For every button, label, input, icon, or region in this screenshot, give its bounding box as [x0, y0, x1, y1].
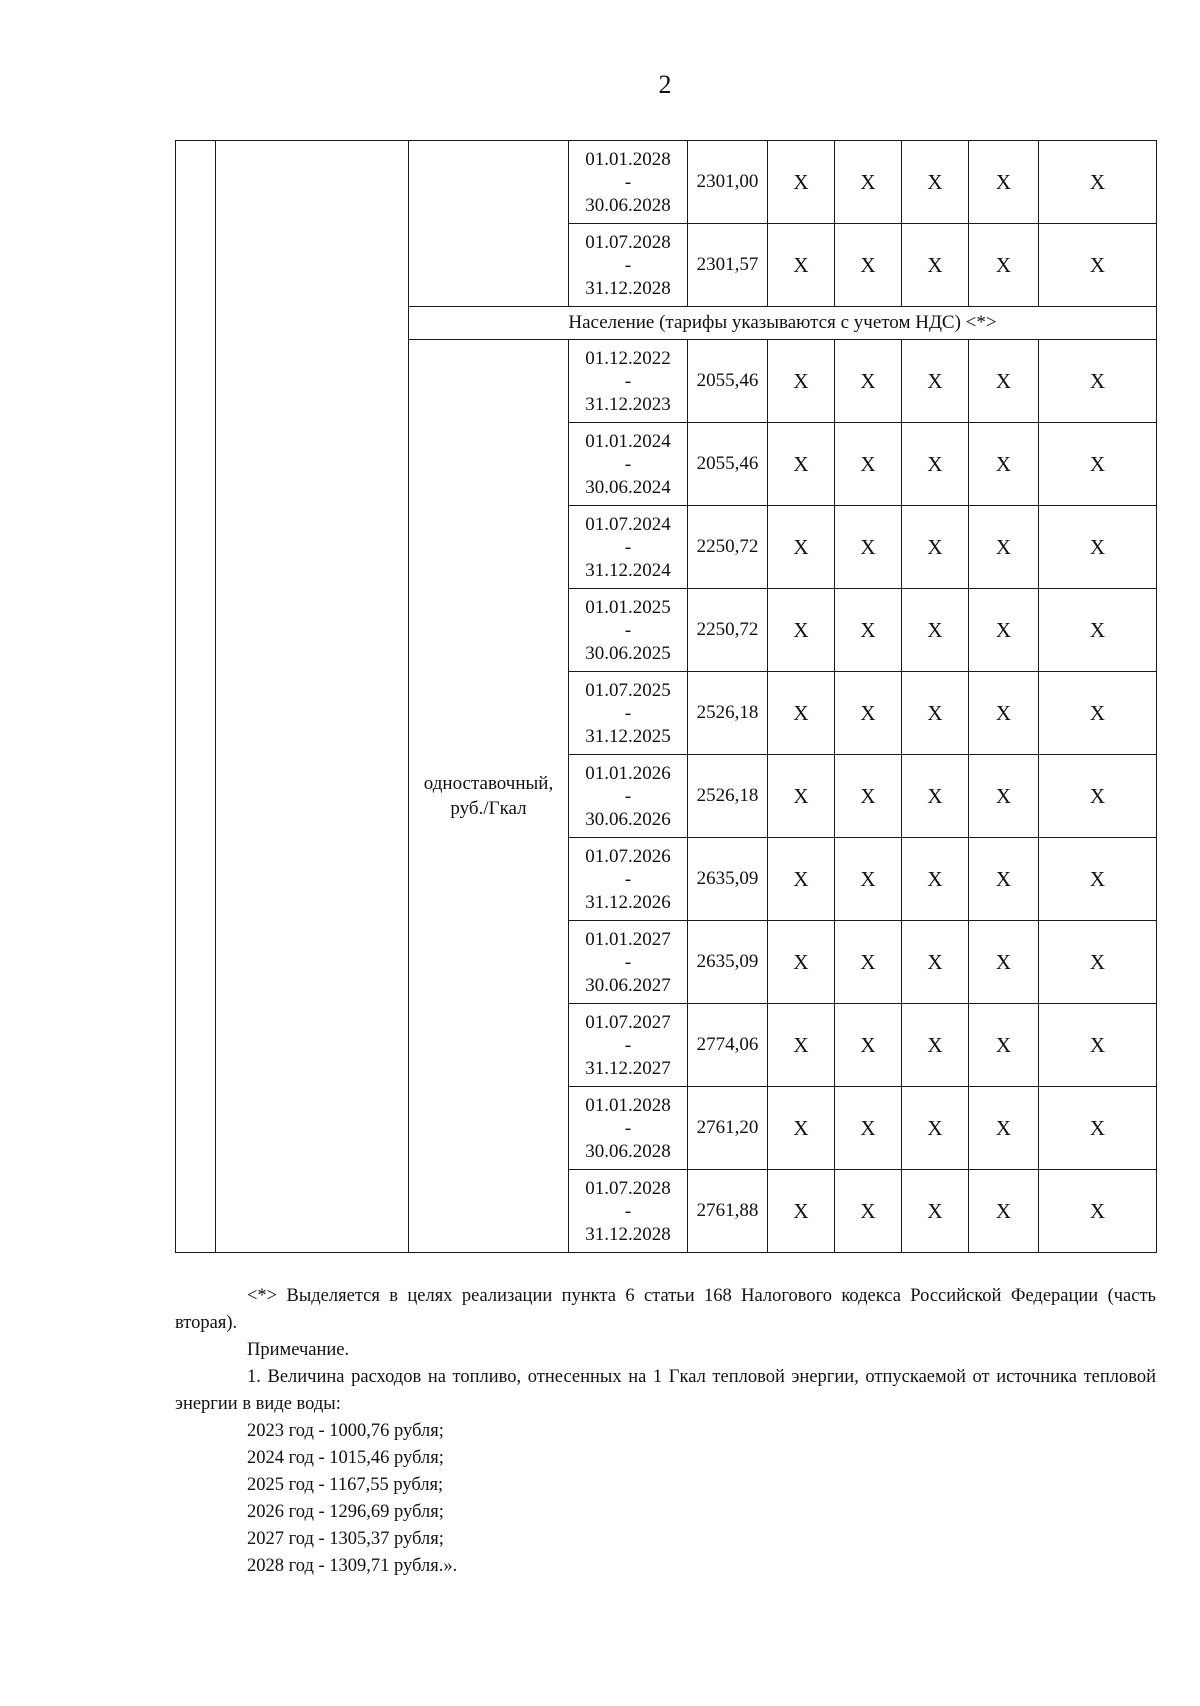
x-mark: Х	[902, 1170, 969, 1253]
x-mark: Х	[835, 141, 902, 224]
x-mark: Х	[835, 423, 902, 506]
x-mark: Х	[969, 423, 1039, 506]
x-mark: Х	[1039, 1087, 1157, 1170]
x-mark: Х	[902, 921, 969, 1004]
tariff-value: 2635,09	[688, 921, 768, 1004]
x-mark: Х	[1039, 224, 1157, 307]
tariff-table	[175, 140, 1157, 1253]
period-cell: 01.07.2026 - 31.12.2026	[569, 838, 688, 921]
x-mark: Х	[902, 838, 969, 921]
x-mark: Х	[768, 1004, 835, 1087]
table-row	[176, 141, 1157, 224]
tariff-value: 2761,88	[688, 1170, 768, 1253]
tariff-value: 2761,20	[688, 1087, 768, 1170]
x-mark: Х	[768, 141, 835, 224]
period-cell: 01.01.2026 - 30.06.2026	[569, 755, 688, 838]
remark-1: 1. Величина расходов на топливо, отнесенных на 1 Гкал тепловой энергии, отпускаемой от источника тепловой энергии в виде воды:	[175, 1367, 1156, 1414]
x-mark: Х	[969, 589, 1039, 672]
x-mark: Х	[969, 1170, 1039, 1253]
x-mark: Х	[768, 755, 835, 838]
x-mark: Х	[969, 506, 1039, 589]
x-mark: Х	[835, 1170, 902, 1253]
x-mark: Х	[902, 672, 969, 755]
x-mark: Х	[902, 141, 969, 224]
x-mark: Х	[1039, 672, 1157, 755]
x-mark: Х	[768, 589, 835, 672]
tariff-type-cell: одноставочный, руб./Гкал	[409, 340, 569, 1253]
period-cell: 01.01.2025 - 30.06.2025	[569, 589, 688, 672]
period-cell: 01.07.2028 - 31.12.2028	[569, 224, 688, 307]
fuel-cost-line: 2027 год - 1305,37 рубля;	[247, 1529, 444, 1549]
tariff-value: 2250,72	[688, 589, 768, 672]
x-mark: Х	[835, 921, 902, 1004]
period-cell: 01.07.2025 - 31.12.2025	[569, 672, 688, 755]
fuel-cost-line: 2028 год - 1309,71 рубля.».	[247, 1556, 458, 1576]
x-mark: Х	[768, 838, 835, 921]
x-mark: Х	[1039, 423, 1157, 506]
period-cell: 01.07.2024 - 31.12.2024	[569, 506, 688, 589]
x-mark: Х	[768, 423, 835, 506]
x-mark: Х	[1039, 506, 1157, 589]
x-mark: Х	[835, 340, 902, 423]
tariff-value: 2301,00	[688, 141, 768, 224]
blank-cell	[216, 141, 409, 1253]
x-mark: Х	[902, 506, 969, 589]
x-mark: Х	[902, 340, 969, 423]
blank-cell	[176, 141, 216, 1253]
blank-cell	[409, 141, 569, 307]
x-mark: Х	[969, 672, 1039, 755]
x-mark: Х	[969, 1087, 1039, 1170]
x-mark: Х	[768, 1087, 835, 1170]
period-cell: 01.07.2027 - 31.12.2027	[569, 1004, 688, 1087]
x-mark: Х	[835, 755, 902, 838]
x-mark: Х	[1039, 141, 1157, 224]
fuel-cost-list	[175, 1418, 1156, 1580]
page-number: 2	[658, 70, 672, 99]
x-mark: Х	[969, 224, 1039, 307]
x-mark: Х	[1039, 838, 1157, 921]
x-mark: Х	[1039, 1170, 1157, 1253]
x-mark: Х	[768, 224, 835, 307]
period-cell: 01.01.2027 - 30.06.2027	[569, 921, 688, 1004]
tariff-value: 2055,46	[688, 423, 768, 506]
x-mark: Х	[768, 921, 835, 1004]
x-mark: Х	[835, 589, 902, 672]
x-mark: Х	[1039, 921, 1157, 1004]
x-mark: Х	[835, 1087, 902, 1170]
vat-note: <*> Выделяется в целях реализации пункта 6 статьи 168 Налогового кодекса Российской Федерации (часть вторая).	[175, 1286, 1156, 1333]
x-mark: Х	[835, 1004, 902, 1087]
x-mark: Х	[969, 141, 1039, 224]
x-mark: Х	[1039, 589, 1157, 672]
tariff-value: 2635,09	[688, 838, 768, 921]
x-mark: Х	[969, 838, 1039, 921]
x-mark: Х	[835, 224, 902, 307]
period-cell: 01.07.2028 - 31.12.2028	[569, 1170, 688, 1253]
fuel-cost-line: 2023 год - 1000,76 рубля;	[247, 1421, 444, 1441]
x-mark: Х	[902, 224, 969, 307]
x-mark: Х	[902, 755, 969, 838]
footnote	[175, 1283, 1156, 1580]
x-mark: Х	[969, 340, 1039, 423]
x-mark: Х	[902, 1004, 969, 1087]
x-mark: Х	[768, 672, 835, 755]
x-mark: Х	[969, 755, 1039, 838]
fuel-cost-line: 2025 год - 1167,55 рубля;	[247, 1475, 444, 1495]
x-mark: Х	[902, 589, 969, 672]
x-mark: Х	[902, 423, 969, 506]
tariff-value: 2774,06	[688, 1004, 768, 1087]
tariff-value: 2301,57	[688, 224, 768, 307]
tariff-value: 2526,18	[688, 755, 768, 838]
x-mark: Х	[969, 1004, 1039, 1087]
x-mark: Х	[1039, 1004, 1157, 1087]
period-cell: 01.01.2024 - 30.06.2024	[569, 423, 688, 506]
x-mark: Х	[768, 506, 835, 589]
x-mark: Х	[835, 672, 902, 755]
x-mark: Х	[768, 1170, 835, 1253]
period-cell: 01.01.2028 - 30.06.2028	[569, 1087, 688, 1170]
remark-title: Примечание.	[247, 1340, 350, 1360]
x-mark: Х	[969, 921, 1039, 1004]
period-cell: 01.01.2028 - 30.06.2028	[569, 141, 688, 224]
fuel-cost-line: 2024 год - 1015,46 рубля;	[247, 1448, 444, 1468]
x-mark: Х	[1039, 755, 1157, 838]
tariff-value: 2055,46	[688, 340, 768, 423]
x-mark: Х	[768, 340, 835, 423]
tariff-value: 2526,18	[688, 672, 768, 755]
period-cell: 01.12.2022 - 31.12.2023	[569, 340, 688, 423]
population-header: Население (тарифы указываются с учетом НДС) <*>	[409, 307, 1157, 340]
x-mark: Х	[835, 838, 902, 921]
x-mark: Х	[1039, 340, 1157, 423]
tariff-value: 2250,72	[688, 506, 768, 589]
x-mark: Х	[902, 1087, 969, 1170]
fuel-cost-line: 2026 год - 1296,69 рубля;	[247, 1502, 444, 1522]
x-mark: Х	[835, 506, 902, 589]
